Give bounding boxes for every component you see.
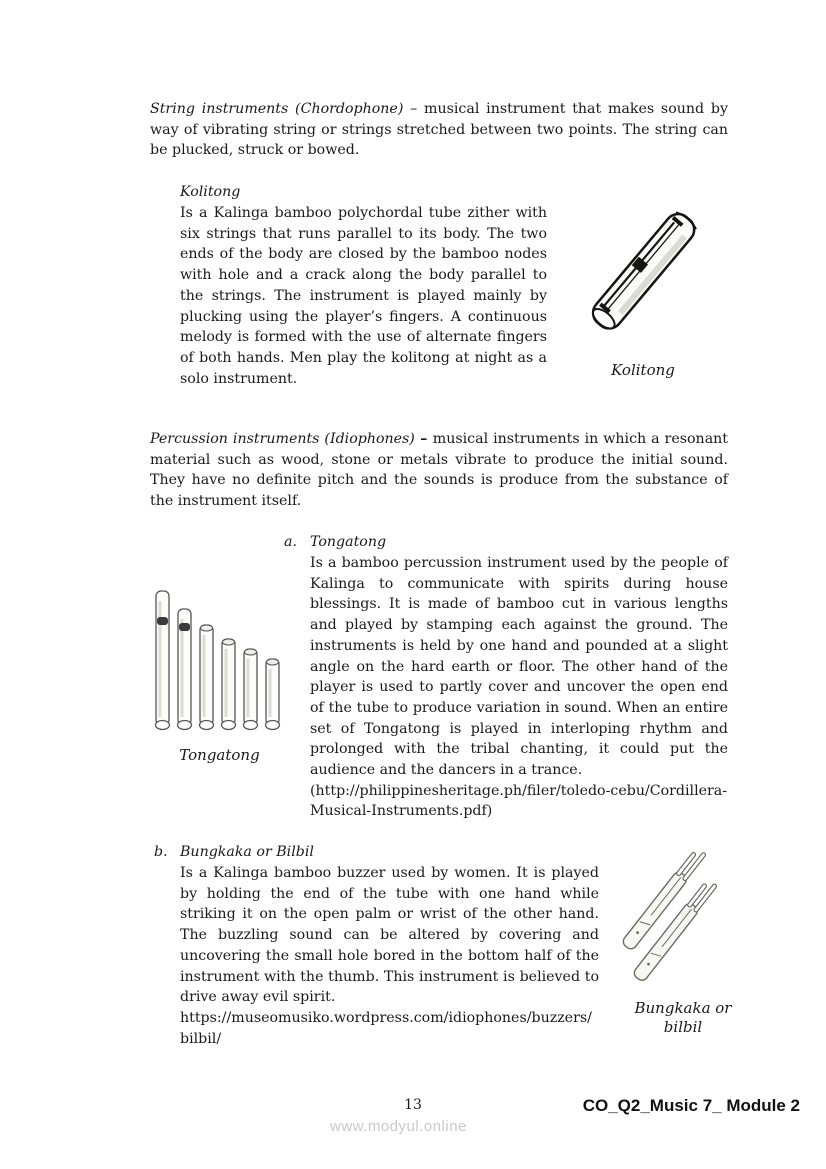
tongatong-figure xyxy=(152,585,292,765)
bungkaka-list-marker: b. xyxy=(154,844,168,860)
bungkaka-body: Is a Kalinga bamboo buzzer used by women. It is played by holding the end of the tube with one hand while striking it on the open palm or wrist of the other hand. The buzzling sound can be altered by covering and uncovering the small hole bored in the bottom half of the instrument with the thumb. This instrument is believed to drive away evil spirit. xyxy=(180,865,599,1006)
kolitong-body: Is a Kalinga bamboo polychordal tube zither with six strings that runs parallel to its body. The two ends of the body are closed by the bamboo nodes with hole and a crack along the body parallel to the strings. The instrument is played mainly by plucking using the player’s fingers. A continuous melody is formed with the use of alternate fingers of both hands. Men play the kolitong at night as a solo instrument. xyxy=(180,205,547,387)
page-number: 13 xyxy=(404,1097,422,1113)
idiophone-paragraph xyxy=(150,429,728,512)
chordophone-paragraph xyxy=(150,99,728,161)
tongatong-heading: Tongatong xyxy=(310,534,387,550)
bungkaka-source-url: https://museomusiko.wordpress.com/idiophones/buzzers/bilbil/ xyxy=(180,1009,592,1047)
chordophone-lead-italic: String instruments (Chordophone) xyxy=(150,101,404,117)
watermark: www.modyul.online xyxy=(330,1118,467,1135)
idiophone-lead-rest: musical instruments in which a resonant material such as wood, stone or metals vibrate to produce the initial sound. They have no definite pitch and the sounds is produce from the substance of the instrument itself. xyxy=(150,431,728,510)
bungkaka-caption: Bungkaka or bilbil xyxy=(634,998,732,1036)
bungkaka-heading: Bungkaka or Bilbil xyxy=(180,844,314,860)
tongatong-list-marker: a. xyxy=(284,534,297,550)
tongatong-source-url: (http://philippinesheritage.ph/filer/toledo-cebu/Cordillera-Musical-Instruments.pdf) xyxy=(310,782,728,820)
kolitong-caption: Kolitong xyxy=(611,360,675,379)
idiophone-lead-italic: Percussion instruments (Idiophones) xyxy=(150,431,415,447)
module-footer-label: CO_Q2_Music 7_ Module 2 xyxy=(582,1096,800,1115)
tongatong-paragraph xyxy=(310,553,728,822)
kolitong-figure xyxy=(568,200,718,380)
bungkaka-figure xyxy=(608,850,758,1037)
bungkaka-paragraph xyxy=(180,863,599,1049)
bungkaka-illustration-icon xyxy=(608,850,758,990)
tongatong-illustration-icon xyxy=(152,585,287,737)
kolitong-heading: Kolitong xyxy=(180,184,241,200)
kolitong-illustration-icon xyxy=(568,200,718,350)
chordophone-lead-rest: – musical instrument that makes sound by way of vibrating string or strings stretched between two points. The string can be plucked, struck or bowed. xyxy=(150,101,728,159)
tongatong-caption: Tongatong xyxy=(179,745,260,764)
idiophone-dash: – xyxy=(414,431,433,447)
tongatong-body: Is a bamboo percussion instrument used by the people of Kalinga to communicate with spirits during house blessings. It is made of bamboo cut in various lengths and played by stamping each against the ground. The instruments is held by one hand and pounded at a slight angle on the hard earth or floor. The other hand of the player is used to partly cover and uncover the open end of the tube to produce variation in sound. When an entire set of Tongatong is played in interloping rhythm and prolonged with the tribal chanting, it could put the audience and the dancers in a trance. xyxy=(310,555,728,779)
